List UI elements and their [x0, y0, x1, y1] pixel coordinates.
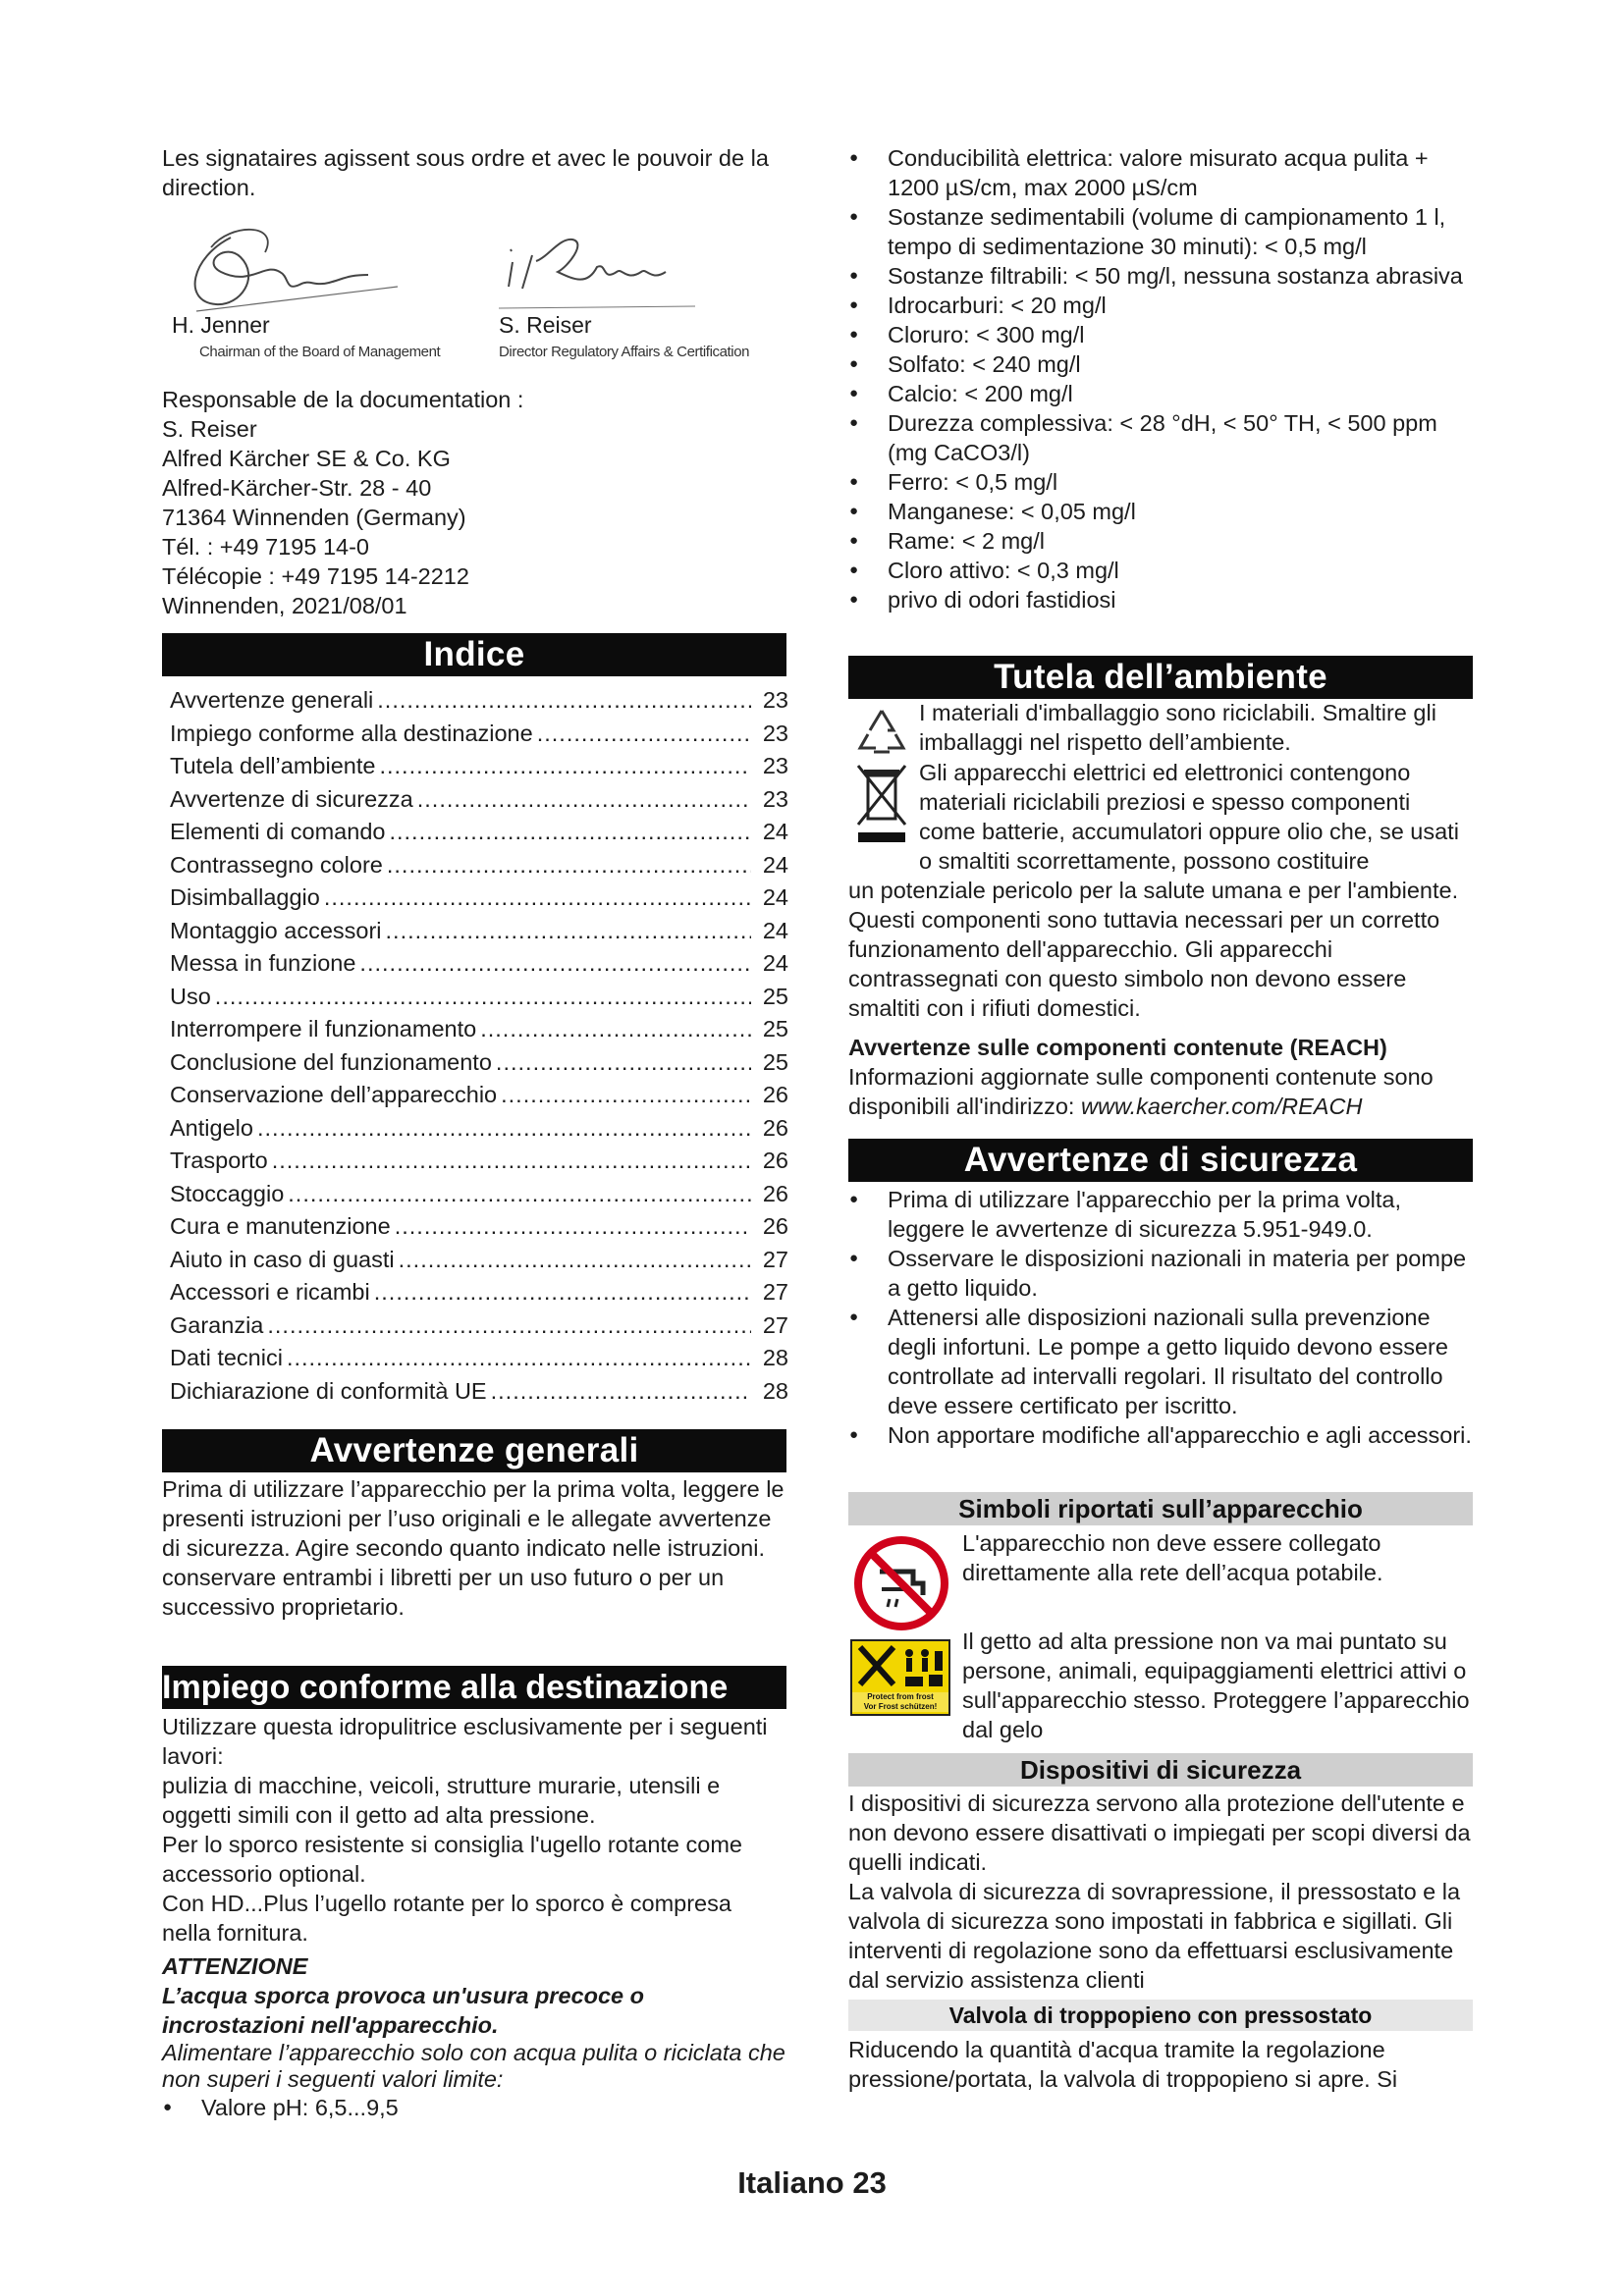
safety-devices-heading: Dispositivi di sicurezza	[848, 1753, 1473, 1787]
list-item: ● Attenersi alle disposizioni nazionali sulla prevenzione degli infortuni. Le pompe a getto liquido devono essere controllate ad intervalli regolari. Il risultato del controllo deve essere certificato per iscritto.	[848, 1303, 1473, 1420]
contact-line: Alfred-Kärcher-Str. 28 - 40	[162, 475, 432, 501]
overflow-valve-text: Riducendo la quantità d'acqua tramite la regolazione pressione/portata, la valvola di troppopieno si apre. Si	[848, 2037, 1398, 2092]
paragraph: I dispositivi di sicurezza servono alla protezione dell'utente e non devono essere disattivati o impiegati per scopi diversi da quelli indicati.	[848, 1790, 1471, 1875]
toc-entry[interactable]: Tutela dell’ambiente ..... 23	[170, 750, 788, 783]
list-item: ● Cloro attivo: < 0,3 mg/l	[848, 556, 1473, 585]
toc-entry[interactable]: Avvertenze di sicurezza ..... 23	[170, 783, 788, 817]
list-item: ● Calcio: < 200 mg/l	[848, 379, 1473, 408]
toc-entry[interactable]: Conclusione del funzionamento ..... 25	[170, 1046, 788, 1080]
list-item: ● Idrocarburi: < 20 mg/l	[848, 291, 1473, 320]
paragraph: Utilizzare questa idropulitrice esclusivamente per i seguenti lavori:	[162, 1714, 768, 1769]
toc-entry[interactable]: Accessori e ricambi ..... 27	[170, 1276, 788, 1309]
intended-use-body	[162, 1712, 786, 2122]
list-item: ● Manganese: < 0,05 mg/l	[848, 497, 1473, 526]
paragraph: Con HD...Plus l’ugello rotante per lo sporco è compresa nella fornitura.	[162, 1891, 731, 1946]
signer-title: Director Regulatory Affairs & Certification	[499, 344, 750, 360]
weee-bin-icon	[854, 762, 909, 844]
symbols-heading: Simboli riportati sull’apparecchio	[848, 1492, 1473, 1525]
safety-devices-body	[848, 1789, 1473, 1995]
signature-reiser-icon	[499, 228, 695, 311]
list-item: ● Non apportare modifiche all'apparecchio e agli accessori.	[848, 1420, 1473, 1450]
environment-text-packaging: I materiali d'imballaggio sono riciclabili. Smaltire gli imballaggi nel rispetto dell’ambiente.	[919, 700, 1436, 755]
toc-entry[interactable]: Interrompere il funzionamento ..... 25	[170, 1013, 788, 1046]
toc-entry[interactable]: Disimballaggio ..... 24	[170, 881, 788, 915]
signer-title: Chairman of the Board of Management	[199, 344, 441, 360]
list-item: ● Sostanze sedimentabili (volume di campionamento 1 l, tempo di sedimentazione 30 minuti): < 0,5 mg/l	[848, 202, 1473, 261]
list-item: ● Cloruro: < 300 mg/l	[848, 320, 1473, 349]
contact-line: Télécopie : +49 7195 14-2212	[162, 563, 469, 589]
signature-jenner	[172, 218, 457, 373]
overflow-valve-heading: Valvola di troppopieno con pressostato	[848, 2000, 1473, 2031]
table-of-contents	[170, 684, 788, 1408]
contact-line: 71364 Winnenden (Germany)	[162, 505, 466, 530]
environment-text-weee: Gli apparecchi elettrici ed elettronici contengono materiali riciclabili preziosi e spesso componenti come batterie, accumulatori oppure olio che, se usati o smaltiti scorrettamente, possono costituire	[919, 760, 1459, 874]
paragraph: La valvola di sicurezza di sovrapressione, il pressostato e la valvola di sicurezza sono impostati in fabbrica e sigillati. Gli interventi di regolazione sono da effettuarsi esclusivamente dal servizio assistenza clienti	[848, 1879, 1461, 1993]
attention-warning: L’acqua sporca provoca un'usura precoce o incrostazioni nell'apparecchio.	[162, 1983, 644, 2038]
list-item: ● Ferro: < 0,5 mg/l	[848, 467, 1473, 497]
paragraph: conservare entrambi i libretti per un uso futuro o per un successivo proprietario.	[162, 1565, 725, 1620]
general-warnings-heading: Avvertenze generali	[162, 1429, 786, 1472]
paragraph: Per lo sporco resistente si consiglia l'ugello rotante come accessorio optional.	[162, 1832, 742, 1887]
signer-name: H. Jenner	[172, 312, 270, 338]
environment-text-weee-cont: un potenziale pericolo per la salute umana e per l'ambiente. Questi componenti sono tuttavia necessari per un corretto funzionamento dell'apparecchio. Gli apparecchi contrassegnati con questo simbolo non devono essere smaltiti con i rifiuti domestici.	[848, 878, 1459, 1021]
limit-list	[848, 143, 1473, 614]
no-spray-frost-warning-icon	[850, 1639, 950, 1716]
toc-entry[interactable]: Contrassegno colore ..... 24	[170, 849, 788, 882]
toc-entry[interactable]: Cura e manutenzione ..... 26	[170, 1210, 788, 1244]
safety-heading: Avvertenze di sicurezza	[848, 1139, 1473, 1182]
toc-entry[interactable]: Conservazione dell’apparecchio ..... 26	[170, 1079, 788, 1112]
intro-text: Les signataires agissent sous ordre et avec le pouvoir de la direction.	[162, 145, 769, 200]
list-item: ● Osservare le disposizioni nazionali in materia per pompe a getto liquido.	[848, 1244, 1473, 1303]
environment-heading: Tutela dell’ambiente	[848, 656, 1473, 699]
attention-label: ATTENZIONE	[162, 1953, 308, 1979]
toc-entry[interactable]: Montaggio accessori ..... 24	[170, 915, 788, 948]
limit-list	[162, 2093, 786, 2122]
paragraph: pulizia di macchine, veicoli, strutture murarie, utensili e oggetti simili con il getto ad alta pressione.	[162, 1773, 721, 1828]
index-heading: Indice	[162, 633, 786, 676]
list-item: ● Rame: < 2 mg/l	[848, 526, 1473, 556]
contact-line: Winnenden, 2021/08/01	[162, 593, 407, 618]
list-item: ● Prima di utilizzare l'apparecchio per la prima volta, leggere le avvertenze di sicurezza 5.951-949.0.	[848, 1185, 1473, 1244]
recycling-icon	[854, 705, 909, 760]
safety-list	[848, 1185, 1473, 1450]
toc-entry[interactable]: Dichiarazione di conformità UE ..... 28	[170, 1375, 788, 1409]
footer-language: Italiano	[737, 2165, 844, 2200]
list-item: ● Durezza complessiva: < 28 °dH, < 50° TH, < 500 ppm (mg CaCO3/l)	[848, 408, 1473, 467]
toc-entry[interactable]: Dati tecnici ..... 28	[170, 1342, 788, 1375]
list-item: ● Valore pH: 6,5...9,5	[162, 2093, 786, 2122]
no-drinking-water-connection-icon	[852, 1534, 950, 1632]
toc-entry[interactable]: Garanzia ..... 27	[170, 1309, 788, 1343]
contact-line: Responsable de la documentation :	[162, 387, 524, 412]
toc-entry[interactable]: Avvertenze generali ..... 23	[170, 684, 788, 718]
reach-heading: Avvertenze sulle componenti contenute (REACH)	[848, 1035, 1387, 1060]
reach-text: Informazioni aggiornate sulle componenti contenute sono disponibili all'indirizzo: www.kaercher.com/REACH	[848, 1064, 1434, 1119]
toc-entry[interactable]: Trasporto ..... 26	[170, 1145, 788, 1178]
general-warnings-body	[162, 1474, 786, 1622]
toc-entry[interactable]: Stoccaggio ..... 26	[170, 1178, 788, 1211]
list-item: ● privo di odori fastidiosi	[848, 585, 1473, 614]
footer-page-number: 23	[852, 2165, 887, 2200]
contact-line: Alfred Kärcher SE & Co. KG	[162, 446, 451, 471]
toc-entry[interactable]: Antigelo ..... 26	[170, 1112, 788, 1146]
page-footer	[0, 2165, 1624, 2201]
frost-label: Protect from frost	[852, 1692, 948, 1702]
toc-entry[interactable]: Messa in funzione ..... 24	[170, 947, 788, 981]
contact-line: Tél. : +49 7195 14-0	[162, 534, 369, 560]
paragraph: Prima di utilizzare l’apparecchio per la prima volta, leggere le presenti istruzioni per l’uso originali e le allegate avvertenze di sicurezza. Agire secondo quanto indicato nelle istruzioni.	[162, 1476, 785, 1561]
attention-instruction: Alimentare l’apparecchio solo con acqua pulita o riciclata che non superi i seguenti valori limite:	[162, 2040, 785, 2092]
toc-entry[interactable]: Impiego conforme alla destinazione ..... 23	[170, 718, 788, 751]
symbol-text-spray: Il getto ad alta pressione non va mai puntato su persone, animali, equipaggiamenti elettrici attivi o sull'apparecchio stesso. Proteggere l’apparecchio dal gelo	[962, 1629, 1470, 1742]
contact-line: S. Reiser	[162, 416, 257, 442]
intended-use-heading: Impiego conforme alla destinazione	[162, 1666, 786, 1709]
list-item: ● Solfato: < 240 mg/l	[848, 349, 1473, 379]
symbol-text-water: L'apparecchio non deve essere collegato direttamente alla rete dell’acqua potabile.	[962, 1530, 1383, 1585]
list-item: ● Conducibilità elettrica: valore misurato acqua pulita + 1200 µS/cm, max 2000 µS/cm	[848, 143, 1473, 202]
frost-label: Vor Frost schützen!	[852, 1702, 948, 1712]
toc-entry[interactable]: Aiuto in caso di guasti ..... 27	[170, 1244, 788, 1277]
contact-block	[162, 385, 786, 620]
signer-name: S. Reiser	[499, 312, 592, 338]
reach-link[interactable]: www.kaercher.com/REACH	[1081, 1094, 1363, 1119]
signature-reiser	[499, 228, 793, 375]
list-item: ● Sostanze filtrabili: < 50 mg/l, nessuna sostanza abrasiva	[848, 261, 1473, 291]
toc-entry[interactable]: Uso ..... 25	[170, 981, 788, 1014]
toc-entry[interactable]: Elementi di comando ..... 24	[170, 816, 788, 849]
signature-jenner-icon	[172, 218, 398, 316]
